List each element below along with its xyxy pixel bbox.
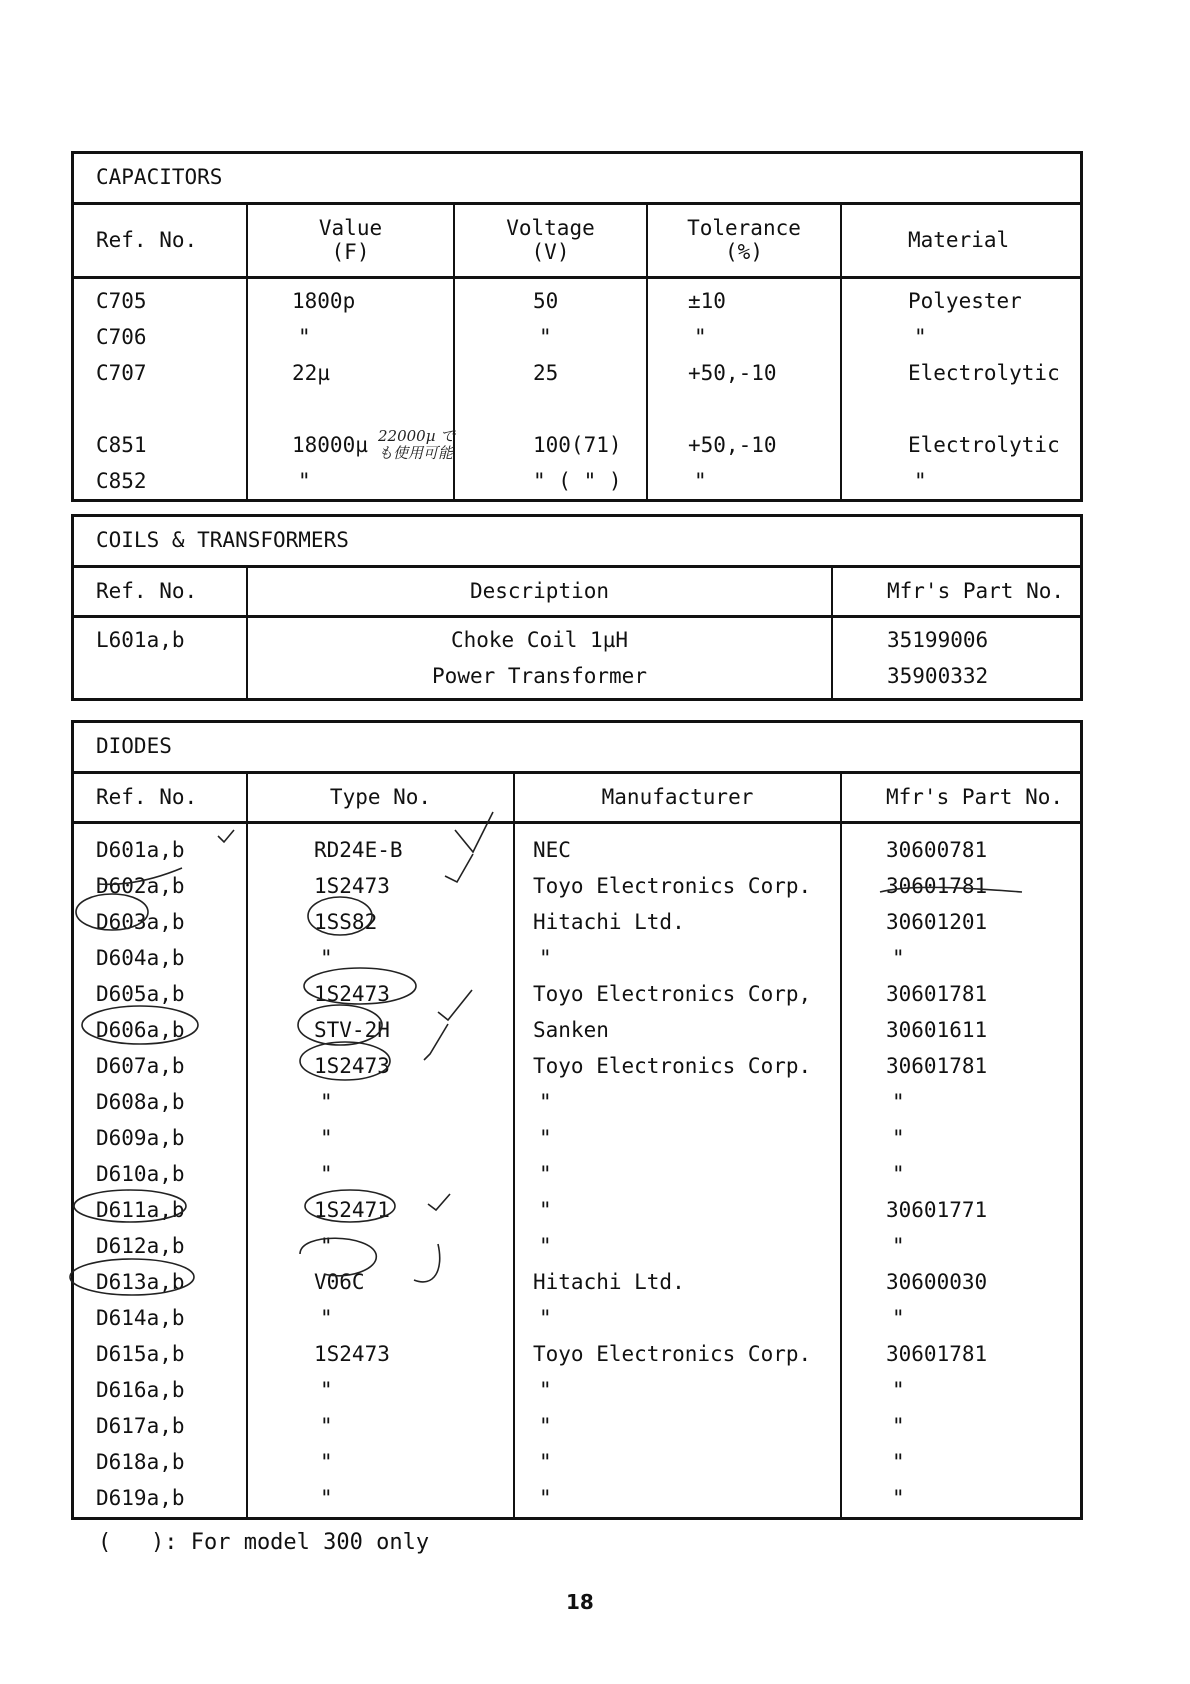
- diodes-col-type: [247, 822, 514, 1517]
- coils-title: COILS & TRANSFORMERS: [74, 517, 1080, 568]
- cap-voltage-5: " ( " ): [533, 468, 622, 493]
- diode-mfr-13: ": [539, 1305, 552, 1330]
- cap-header-ref: Ref. No.: [74, 205, 247, 277]
- diodes-header-ref: Ref. No.: [74, 774, 247, 822]
- diode-ref-0: D601a,b: [96, 837, 185, 862]
- diode-part-11: ": [892, 1233, 905, 1258]
- diode-type-1: 1S2473: [314, 873, 390, 898]
- diode-ref-1: D602a,b: [96, 873, 185, 898]
- diode-ref-2: D603a,b: [96, 909, 185, 934]
- diode-ref-8: D609a,b: [96, 1125, 185, 1150]
- diode-type-12: V06C: [314, 1269, 365, 1294]
- coils-table: [71, 514, 1083, 701]
- diode-ref-6: D607a,b: [96, 1053, 185, 1078]
- cap-tolerance-3: [688, 391, 840, 427]
- diode-type-11: ": [320, 1233, 333, 1258]
- diode-mfr-5: Sanken: [533, 1017, 609, 1042]
- coil-ref-0: L601a,b: [96, 627, 185, 652]
- diode-part-16: ": [892, 1413, 905, 1438]
- coils-col-ref: [74, 616, 247, 698]
- diode-type-14: 1S2473: [314, 1341, 390, 1366]
- cap-value-4: 18000µ: [292, 432, 368, 457]
- diodes-table: [71, 720, 1083, 1520]
- diode-type-13: ": [320, 1305, 333, 1330]
- diode-part-5: 30601611: [886, 1017, 988, 1042]
- cap-ref-4: C851: [96, 432, 147, 457]
- diode-mfr-16: ": [539, 1413, 552, 1438]
- coil-description-1: Power Transformer: [432, 663, 647, 688]
- diode-ref-15: D616a,b: [96, 1377, 185, 1402]
- diode-type-9: ": [320, 1161, 333, 1186]
- diode-mfr-8: ": [539, 1125, 552, 1150]
- handwritten-note: 22000µ でも使用可能: [378, 427, 456, 462]
- coils-col-description: [247, 616, 832, 698]
- cap-col-ref: [74, 277, 247, 499]
- diode-part-3: ": [892, 945, 905, 970]
- diode-part-8: ": [892, 1125, 905, 1150]
- cap-material-1: ": [914, 324, 927, 349]
- diode-mfr-11: ": [539, 1233, 552, 1258]
- cap-ref-0: C705: [96, 288, 147, 313]
- diode-ref-13: D614a,b: [96, 1305, 185, 1330]
- diode-mfr-10: ": [539, 1197, 552, 1222]
- cap-voltage-0: 50: [533, 288, 559, 313]
- diode-part-6: 30601781: [886, 1053, 988, 1078]
- diode-type-18: ": [320, 1485, 333, 1510]
- diode-type-2: 1SS82: [314, 909, 378, 934]
- coils-header-description: Description: [247, 568, 832, 616]
- diode-part-0: 30600781: [886, 837, 988, 862]
- diode-part-4: 30601781: [886, 981, 988, 1006]
- diode-type-7: ": [320, 1089, 333, 1114]
- diode-ref-14: D615a,b: [96, 1341, 185, 1366]
- cap-tolerance-1: ": [694, 324, 707, 349]
- cap-value-5: ": [298, 468, 311, 493]
- diode-part-15: ": [892, 1377, 905, 1402]
- diode-type-5: STV-2H: [314, 1017, 390, 1042]
- diode-mfr-4: Toyo Electronics Corp,: [533, 981, 812, 1006]
- cap-ref-5: C852: [96, 468, 147, 493]
- diode-type-17: ": [320, 1449, 333, 1474]
- diodes-col-part: [841, 822, 1080, 1517]
- cap-col-material: [841, 277, 1080, 499]
- cap-col-voltage: [454, 277, 647, 499]
- diode-type-10: 1S2471: [314, 1197, 390, 1222]
- diode-part-14: 30601781: [886, 1341, 988, 1366]
- diode-mfr-2: Hitachi Ltd.: [533, 909, 685, 934]
- diode-ref-16: D617a,b: [96, 1413, 185, 1438]
- capacitors-table: [71, 151, 1083, 502]
- coils-col-part: [832, 616, 1080, 698]
- cap-voltage-3: [533, 391, 646, 427]
- diode-type-0: RD24E-B: [314, 837, 403, 862]
- diode-part-17: ": [892, 1449, 905, 1474]
- cap-header-voltage: Voltage (V): [454, 205, 647, 277]
- capacitors-title: CAPACITORS: [74, 154, 1080, 205]
- diode-type-16: ": [320, 1413, 333, 1438]
- diode-part-10: 30601771: [886, 1197, 988, 1222]
- diodes-header-type: Type No.: [247, 774, 514, 822]
- diode-ref-3: D604a,b: [96, 945, 185, 970]
- diode-mfr-0: NEC: [533, 837, 571, 862]
- diode-ref-18: D619a,b: [96, 1485, 185, 1510]
- diode-part-13: ": [892, 1305, 905, 1330]
- page-number: 18: [566, 1590, 594, 1614]
- cap-col-tolerance: [647, 277, 841, 499]
- coil-part-0: 35199006: [887, 627, 989, 652]
- diode-ref-10: D611a,b: [96, 1197, 185, 1222]
- diode-ref-4: D605a,b: [96, 981, 185, 1006]
- cap-value-3: [292, 391, 453, 427]
- cap-tolerance-2: +50,-10: [688, 360, 777, 385]
- coils-header-ref: Ref. No.: [74, 568, 247, 616]
- diode-mfr-12: Hitachi Ltd.: [533, 1269, 685, 1294]
- cap-material-3: [908, 391, 1080, 427]
- diodes-header-part: Mfr's Part No.: [841, 774, 1080, 822]
- cap-voltage-1: ": [539, 324, 552, 349]
- coil-description-0: Choke Coil 1µH: [450, 627, 628, 652]
- cap-tolerance-0: ±10: [688, 288, 726, 313]
- diodes-col-ref: [74, 822, 247, 1517]
- diode-type-15: ": [320, 1377, 333, 1402]
- diode-ref-11: D612a,b: [96, 1233, 185, 1258]
- cap-material-0: Polyester: [908, 288, 1022, 313]
- cap-tolerance-4: +50,-10: [688, 432, 777, 457]
- diode-type-4: 1S2473: [314, 981, 390, 1006]
- diode-part-18: ": [892, 1485, 905, 1510]
- coils-header-part: Mfr's Part No.: [832, 568, 1080, 616]
- diode-mfr-1: Toyo Electronics Corp.: [533, 873, 812, 898]
- diode-part-1: 30601781: [886, 873, 988, 898]
- diode-mfr-9: ": [539, 1161, 552, 1186]
- diode-mfr-6: Toyo Electronics Corp.: [533, 1053, 812, 1078]
- cap-ref-3: [96, 391, 246, 427]
- diodes-header-manufacturer: Manufacturer: [514, 774, 841, 822]
- cap-value-2: 22µ: [292, 360, 330, 385]
- diode-mfr-17: ": [539, 1449, 552, 1474]
- diode-part-7: ": [892, 1089, 905, 1114]
- diode-mfr-14: Toyo Electronics Corp.: [533, 1341, 812, 1366]
- cap-value-1: ": [298, 324, 311, 349]
- cap-header-value: Value (F): [247, 205, 454, 277]
- diode-type-8: ": [320, 1125, 333, 1150]
- diode-mfr-15: ": [539, 1377, 552, 1402]
- diode-mfr-7: ": [539, 1089, 552, 1114]
- diode-ref-5: D606a,b: [96, 1017, 185, 1042]
- cap-tolerance-5: ": [694, 468, 707, 493]
- diode-type-3: ": [320, 945, 333, 970]
- cap-material-2: Electrolytic: [908, 360, 1060, 385]
- diode-mfr-18: ": [539, 1485, 552, 1510]
- diode-ref-17: D618a,b: [96, 1449, 185, 1474]
- diode-part-9: ": [892, 1161, 905, 1186]
- cap-value-0: 1800p: [292, 288, 356, 313]
- cap-material-5: ": [914, 468, 927, 493]
- diode-part-2: 30601201: [886, 909, 988, 934]
- diode-ref-7: D608a,b: [96, 1089, 185, 1114]
- cap-material-4: Electrolytic: [908, 432, 1060, 457]
- cap-ref-2: C707: [96, 360, 147, 385]
- coil-part-1: 35900332: [887, 663, 989, 688]
- cap-voltage-2: 25: [533, 360, 559, 385]
- coil-ref-1: [96, 658, 246, 694]
- cap-voltage-4: 100(71): [533, 432, 622, 457]
- cap-ref-1: C706: [96, 324, 147, 349]
- diode-part-12: 30600030: [886, 1269, 988, 1294]
- diode-ref-12: D613a,b: [96, 1269, 185, 1294]
- cap-header-tolerance: Tolerance (%): [647, 205, 841, 277]
- footnote: ( ): For model 300 only: [98, 1530, 430, 1555]
- diode-ref-9: D610a,b: [96, 1161, 185, 1186]
- diodes-col-manufacturer: [514, 822, 841, 1517]
- diodes-title: DIODES: [74, 723, 1080, 774]
- diode-type-6: 1S2473: [314, 1053, 390, 1078]
- cap-col-value: [247, 277, 454, 499]
- diode-mfr-3: ": [539, 945, 552, 970]
- cap-header-material: Material: [841, 205, 1080, 277]
